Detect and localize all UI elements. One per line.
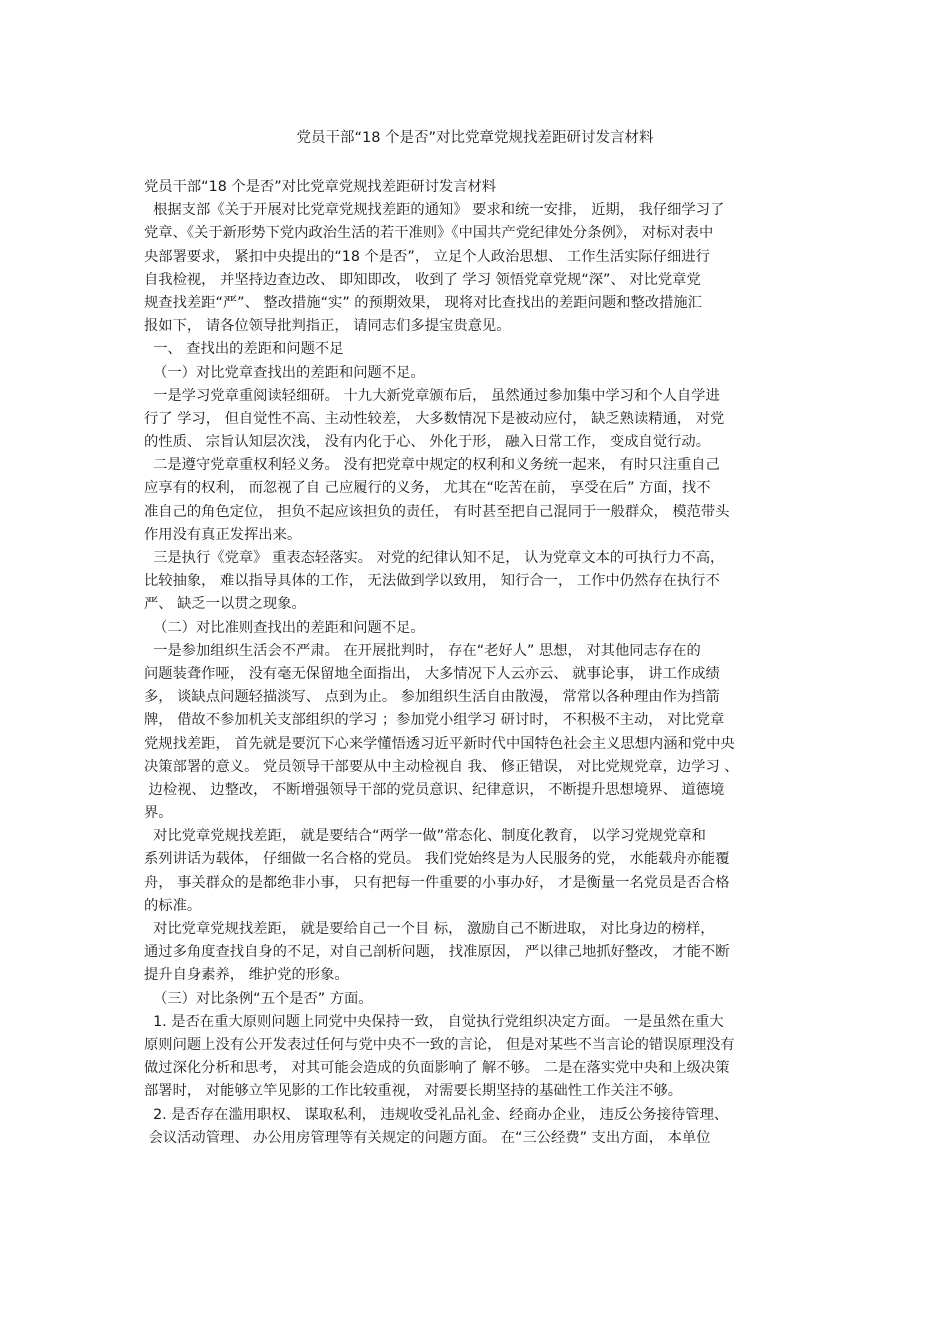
- body-line: 一是学习党章重阅读轻细研。 十九大新党章颁布后， 虽然通过参加集中学习和个人自学进: [144, 387, 720, 404]
- body-line: 行了 学习， 但自觉性不高、主动性较差， 大多数情况下是被动应付， 缺乏熟读精通， 对党: [144, 410, 725, 427]
- body-line: 2. 是否存在滥用职权、 谋取私利， 违规收受礼品礼金、经商办企业， 违反公务接待管理、: [144, 1106, 729, 1123]
- body-line: 对比党章党规找差距， 就是要给自己一个目 标， 激励自己不断进取， 对比身边的榜样，: [144, 921, 715, 937]
- body-line: 准自己的角色定位， 担负不起应该担负的责任， 有时甚至把自己混同于一般群众， 模范带头: [144, 503, 730, 520]
- body-line: 三是执行《党章》 重表态轻落实。 对党的纪律认知不足， 认为党章文本的可执行力不高，: [144, 550, 725, 566]
- body-line: 根据支部《关于开展对比党章党规找差距的通知》 要求和统一安排， 近期， 我仔细学习了: [144, 202, 725, 219]
- body-line: 牌， 借故不参加机关支部组织的学习 ；参加党小组学习 研讨时， 不积极不主动， 对比党章: [144, 712, 725, 729]
- body-line: 严、 缺乏一以贯之现象。: [144, 596, 306, 613]
- body-line: 多， 谈缺点问题轻描淡写、 点到为止。 参加组织生活自由散漫， 常常以各种理由作为挡箭: [144, 689, 720, 706]
- body-line: 党章、《关于新形势下党内政治生活的若干准则》《中国共产党纪律处分条例》， 对标对表中: [144, 225, 714, 242]
- body-line: 1. 是否在重大原则问题上同党中央保持一致， 自觉执行党组织决定方面。 一是虽然在重大: [144, 1013, 724, 1030]
- body-line: 提升自身素养， 维护党的形象。: [144, 967, 349, 984]
- body-line: 规查找差距“严”、 整改措施“实” 的预期效果， 现将对比查找出的差距问题和整改措施汇: [144, 294, 702, 311]
- body-line: 的标准。: [144, 897, 202, 914]
- body-line: （一）对比党章查找出的差距和问题不足。: [144, 364, 425, 381]
- body-line: 报如下， 请各位领导批判指正， 请同志们多提宝贵意见。: [144, 318, 511, 335]
- body-line: 的性质、 宗旨认知层次浅， 没有内化于心、 外化于形， 融入日常工作， 变成自觉行动。: [144, 434, 711, 451]
- body-line: 一、 查找出的差距和问题不足: [144, 341, 344, 358]
- body-line: 应享有的权利， 而忽视了自 己应履行的义务， 尤其在“吃苦在前， 享受在后” 方面，找不: [144, 480, 711, 497]
- body-line: 一是参加组织生活会不严肃。 在开展批判时， 存在“老好人” 思想， 对其他同志存在的: [144, 642, 701, 659]
- body-line: 部署时， 对能够立竿见影的工作比较重视， 对需要长期坚持的基础性工作关注不够。: [144, 1083, 683, 1100]
- body-line: 二是遵守党章重权利轻义务。 没有把党章中规定的权利和义务统一起来， 有时只注重自己: [144, 457, 720, 474]
- document-body: [144, 176, 810, 1150]
- body-line: 系列讲话为载体， 仔细做一名合格的党员。 我们党始终是为人民服务的党， 水能载舟亦能覆: [144, 851, 730, 868]
- body-line: 党规找差距， 首先就是要沉下心来学懂悟透习近平新时代中国特色社会主义思想内涵和党中央: [144, 735, 735, 752]
- body-line: 会议活动管理、 办公用房管理等有关规定的问题方面。 在“三公经费” 支出方面， 本单位: [144, 1129, 711, 1146]
- body-line: 边检视、 边整改， 不断增强领导干部的党员意识、纪律意识， 不断提升思想境界、 道德境: [144, 781, 725, 798]
- document-title: 党员干部“18 个是否”对比党章党规找差距研讨发言材料: [296, 130, 654, 146]
- body-line: 界。: [144, 805, 173, 822]
- body-line: 比较抽象， 难以指导具体的工作， 无法做到学以致用， 知行合一， 工作中仍然存在执行不: [144, 573, 720, 590]
- body-line: 舟， 事关群众的是都绝非小事， 只有把每一件重要的小事办好， 才是衡量一名党员是否合格: [144, 874, 730, 891]
- body-line: 央部署要求， 紧扣中央提出的“18 个是否”， 立足个人政治思想、 工作生活实际仔细进行: [144, 248, 710, 265]
- body-line: 自我检视， 并坚持边查边改、 即知即改， 收到了 学习 领悟党章党规“深”、 对比党章党: [144, 271, 701, 288]
- body-line: （三）对比条例“五个是否” 方面。: [144, 990, 373, 1007]
- body-line: 对比党章党规找差距， 就是要结合“两学一做”常态化、制度化教育， 以学习党规党章和: [144, 828, 706, 845]
- body-line: 问题装聋作哑， 没有毫无保留地全面指出， 大多情况下人云亦云、 就事论事， 讲工作成绩: [144, 665, 720, 682]
- body-line: 做过深化分析和思考， 对其可能会造成的负面影响了 解不够。 二是在落实党中央和上级决策: [144, 1060, 730, 1077]
- body-line: 原则问题上没有公开发表过任何与党中央不一致的言论， 但是对某些不当言论的错误原理没有: [144, 1036, 735, 1053]
- body-line: （二）对比准则查找出的差距和问题不足。: [144, 619, 425, 636]
- body-line: 决策部署的意义。 党员领导干部要从中主动检视自 我、 修正错误， 对比党规党章，边学习 、: [144, 758, 739, 775]
- body-line: 通过多角度查找自身的不足，对自己剖析问题， 找准原因， 严以律己地抓好整改， 才能不断: [144, 944, 730, 961]
- body-line: 党员干部“18 个是否”对比党章党规找差距研讨发言材料: [144, 179, 497, 195]
- body-line: 作用没有真正发挥出来。: [144, 526, 302, 543]
